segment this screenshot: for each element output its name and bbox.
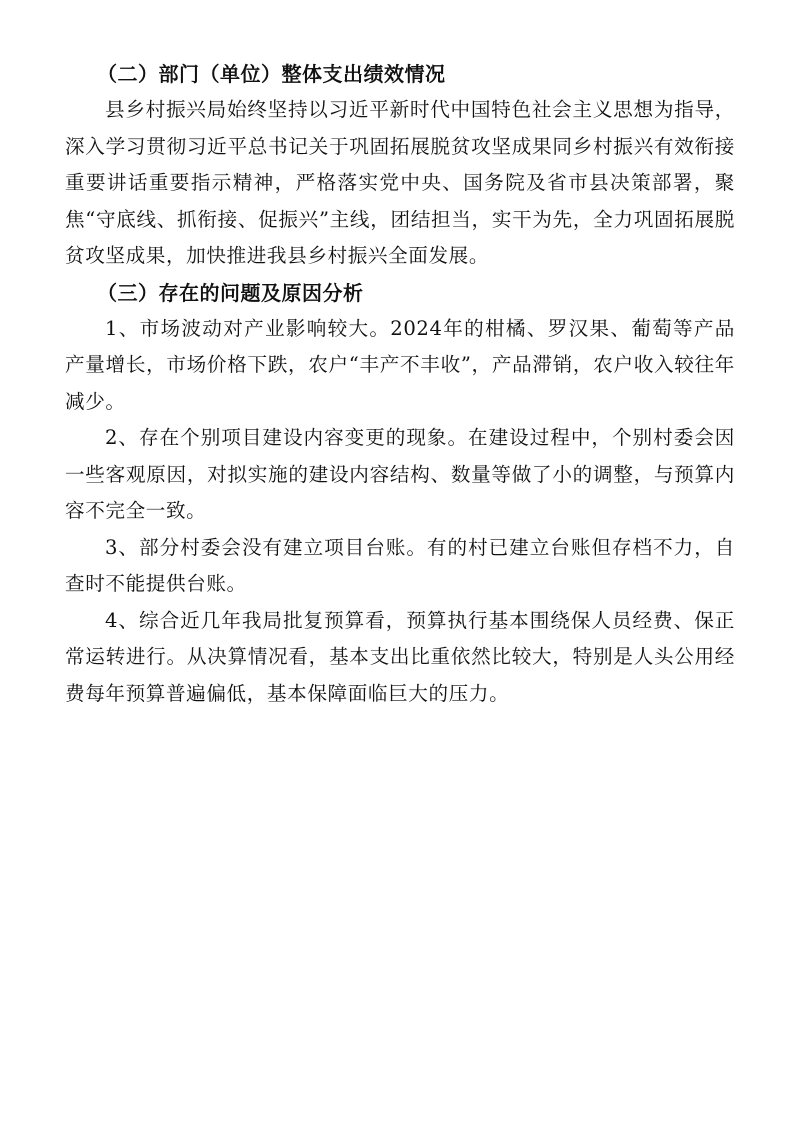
paragraph-problem-2: 2、存在个别项目建设内容变更的现象。在建设过程中，个别村委会因一些客观原因，对拟实施的建设内容结构、数量等做了小的调整，与预算内容不完全一致。 — [65, 426, 735, 522]
section-heading-problems-analysis: （三）存在的问题及原因分析 — [97, 280, 364, 305]
paragraph-problem-1: 1、市场波动对产业影响较大。2024年的柑橘、罗汉果、葡萄等产品产量增长，市场价格下跌，农户“丰产不丰收”，产品滞销，农户收入较往年减少。 — [65, 316, 735, 413]
paragraph-overall-performance: 县乡村振兴局始终坚持以习近平新时代中国特色社会主义思想为指导，深入学习贯彻习近平总书记关于巩固拓展脱贫攻坚成果同乡村振兴有效衔接重要讲话重要指示精神，严格落实党中央、国务院及省市县决策部署，聚焦“守底线、抓衔接、促振兴”主线，团结担当，实干为先，全力巩固拓展脱贫攻坚成果，加快推进我县乡村振兴全面发展。 — [65, 98, 735, 267]
section-heading-overall-performance: （二）部门（单位）整体支出绩效情况 — [97, 62, 446, 86]
section-overall-performance — [65, 56, 735, 275]
section-problems-analysis — [65, 275, 735, 713]
paragraph-problem-4: 4、综合近几年我局批复预算看，预算执行基本围绕保人员经费、保正常运转进行。从决算情况看，基本支出比重依然比较大，特别是人头公用经费每年预算普遍偏低，基本保障面临巨大的压力。 — [65, 608, 735, 705]
paragraph-problem-3: 3、部分村委会没有建立项目台账。有的村已建立台账但存档不力，自查时不能提供台账。 — [65, 535, 735, 595]
document-page — [65, 56, 735, 712]
